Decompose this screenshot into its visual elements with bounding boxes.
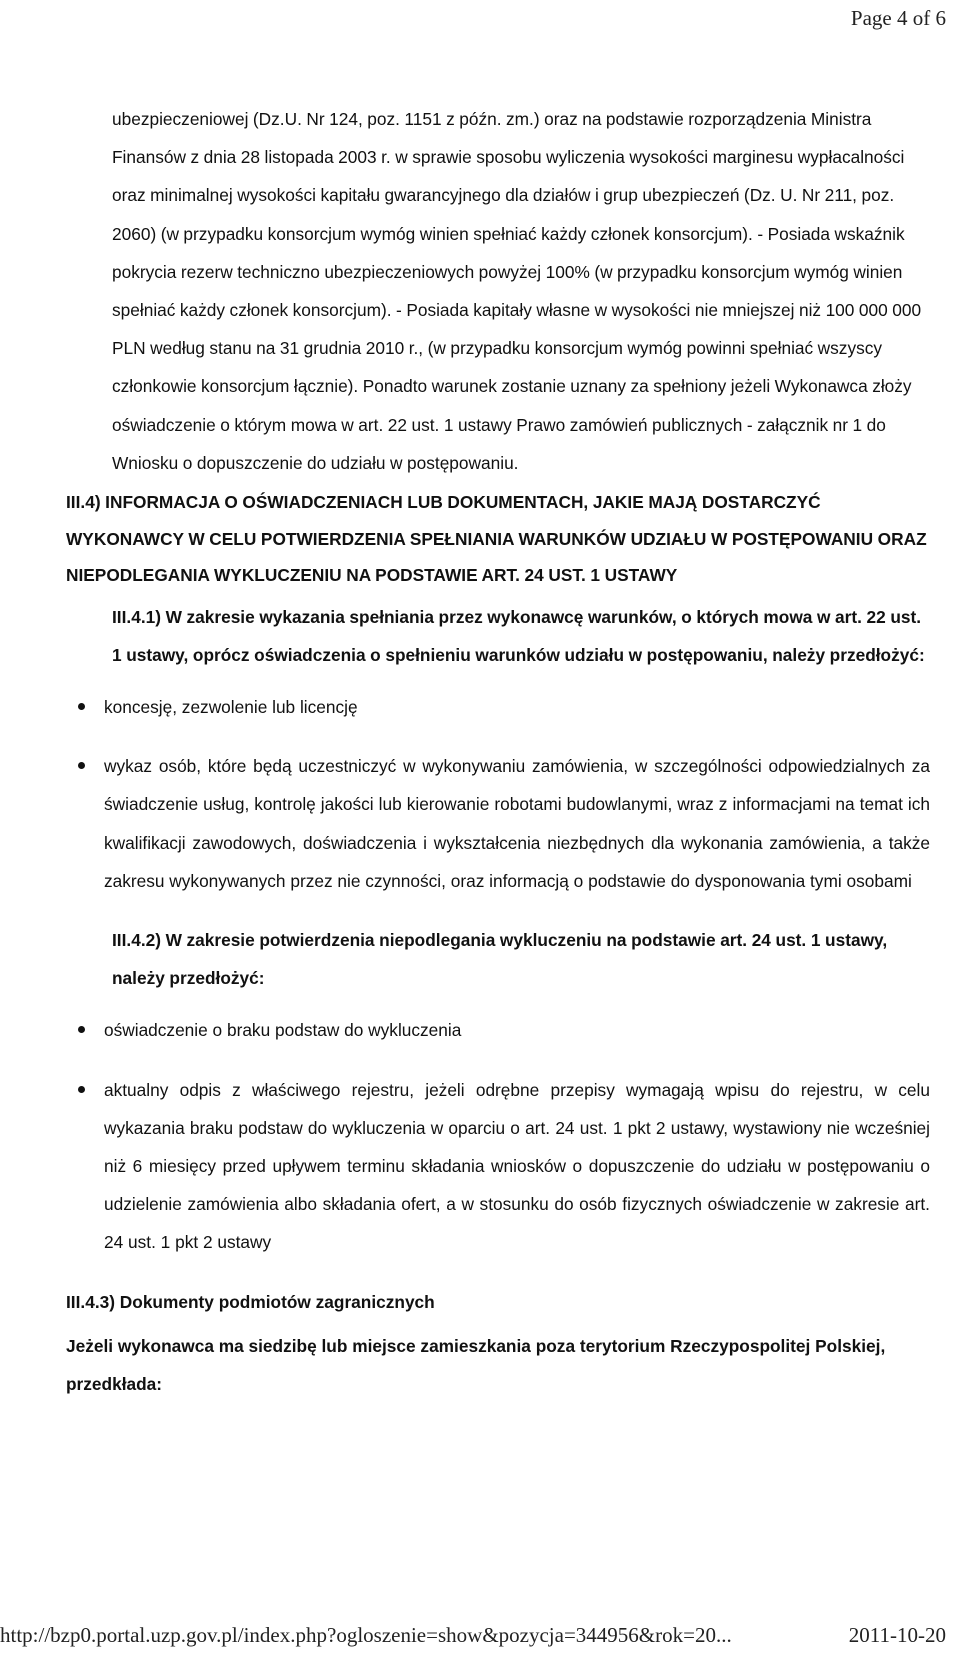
- list-item: [0, 1011, 930, 1049]
- list-item: [0, 1071, 930, 1262]
- list-item-text: aktualny odpis z właściwego rejestru, jeżeli odrębne przepisy wymagają wpisu do rejestru, w celu wykazania braku podstaw do wykluczenia w oparciu o art. 24 ust. 1 pkt 2 ustawy, wystawiony nie wcześniej niż 6 miesięcy przed upływem terminu składania wniosków o dopuszczenie do udziału w postępowaniu o udzielenie zamówienia albo składania ofert, a w stosunku do osób fizycznych oświadczenie w zakresie art. 24 ust. 1 pkt 2 ustawy: [104, 1079, 930, 1253]
- section-III-4-1-heading: III.4.1) W zakresie wykazania spełniania przez wykonawcę warunków, o których mowa w art. 22 ust. 1 ustawy, oprócz oświadczenia o spełnieniu warunków udziału w postępowaniu, należy przedłożyć:: [112, 606, 925, 665]
- section-III-4-1-list: [0, 688, 930, 900]
- bullet-icon: [78, 703, 85, 710]
- section-III-4-3-heading: III.4.3) Dokumenty podmiotów zagranicznych: [66, 1291, 435, 1312]
- section-III-4-heading: III.4) INFORMACJA O OŚWIADCZENIACH LUB DOKUMENTACH, JAKIE MAJĄ DOSTARCZYĆ WYKONAWCY W CELU POTWIERDZENIA SPEŁNIANIA WARUNKÓW UDZIAŁU W POSTĘPOWANIU ORAZ NIEPODLEGANIA WYKLUCZENIU NA PODSTAWIE ART. 24 UST. 1 USTAWY: [66, 492, 927, 586]
- document-body: [0, 100, 960, 1403]
- section-III-4-2-heading: III.4.2) W zakresie potwierdzenia niepodlegania wykluczeniu na podstawie art. 24 ust. 1 ustawy, należy przedłożyć:: [112, 929, 888, 989]
- footer-url: http://bzp0.portal.uzp.gov.pl/index.php?ogloszenie=show&pozycja=344956&rok=20...: [0, 1623, 732, 1647]
- bullet-icon: [78, 1026, 85, 1033]
- section-III-4-2-list: [0, 1011, 930, 1261]
- bullet-icon: [78, 1086, 85, 1093]
- list-item: [0, 747, 930, 900]
- footer-date: 2011-10-20: [848, 1623, 946, 1647]
- list-item-text: wykaz osób, które będą uczestniczyć w wykonywaniu zamówienia, w szczególności odpowiedzialnych za świadczenie usług, kontrolę jakości lub kierowanie robotami budowlanymi, wraz z informacjami na temat ich kwalifikacji zawodowych, doświadczenia i wykształcenia niezbędnych dla wykonania zamówienia, a także zakresu wykonywanych przez nie czynności, oraz informacją o podstawie do dysponowania tymi osobami: [104, 756, 930, 891]
- intro-paragraph: ubezpieczeniowej (Dz.U. Nr 124, poz. 1151 z późn. zm.) oraz na podstawie rozporządzenia Ministra Finansów z dnia 28 listopada 2003 r. w sprawie sposobu wyliczenia wysokości marginesu wypłacalności oraz minimalnej wysokości kapitału gwarancyjnego dla działów i grup ubezpieczeń (Dz. U. Nr 211, poz. 2060) (w przypadku konsorcjum wymóg winien spełniać każdy członek konsorcjum). - Posiada wskaźnik pokrycia rezerw techniczno ubezpieczeniowych powyżej 100% (w przypadku konsorcjum wymóg winien spełniać każdy członek konsorcjum). - Posiada kapitały własne w wysokości nie mniejszej niż 100 000 000 PLN według stanu na 31 grudnia 2010 r., (w przypadku konsorcjum wymóg powinni spełniać wszyscy członkowie konsorcjum łącznie). Ponadto warunek zostanie uznany za spełniony jeżeli Wykonawca złoży oświadczenie o którym mowa w art. 22 ust. 1 ustawy Prawo zamówień publicznych - załącznik nr 1 do Wniosku o dopuszczenie do udziału w postępowaniu.: [112, 109, 922, 473]
- page-number: Page 4 of 6: [850, 6, 946, 30]
- bullet-icon: [78, 762, 85, 769]
- list-item: [0, 688, 930, 726]
- list-item-text: koncesję, zezwolenie lub licencję: [104, 696, 358, 717]
- section-III-4-3-paragraph: Jeżeli wykonawca ma siedzibę lub miejsce zamieszkania poza terytorium Rzeczypospolitej Polskiej, przedkłada:: [66, 1335, 886, 1394]
- list-item-text: oświadczenie o braku podstaw do wykluczenia: [104, 1020, 462, 1041]
